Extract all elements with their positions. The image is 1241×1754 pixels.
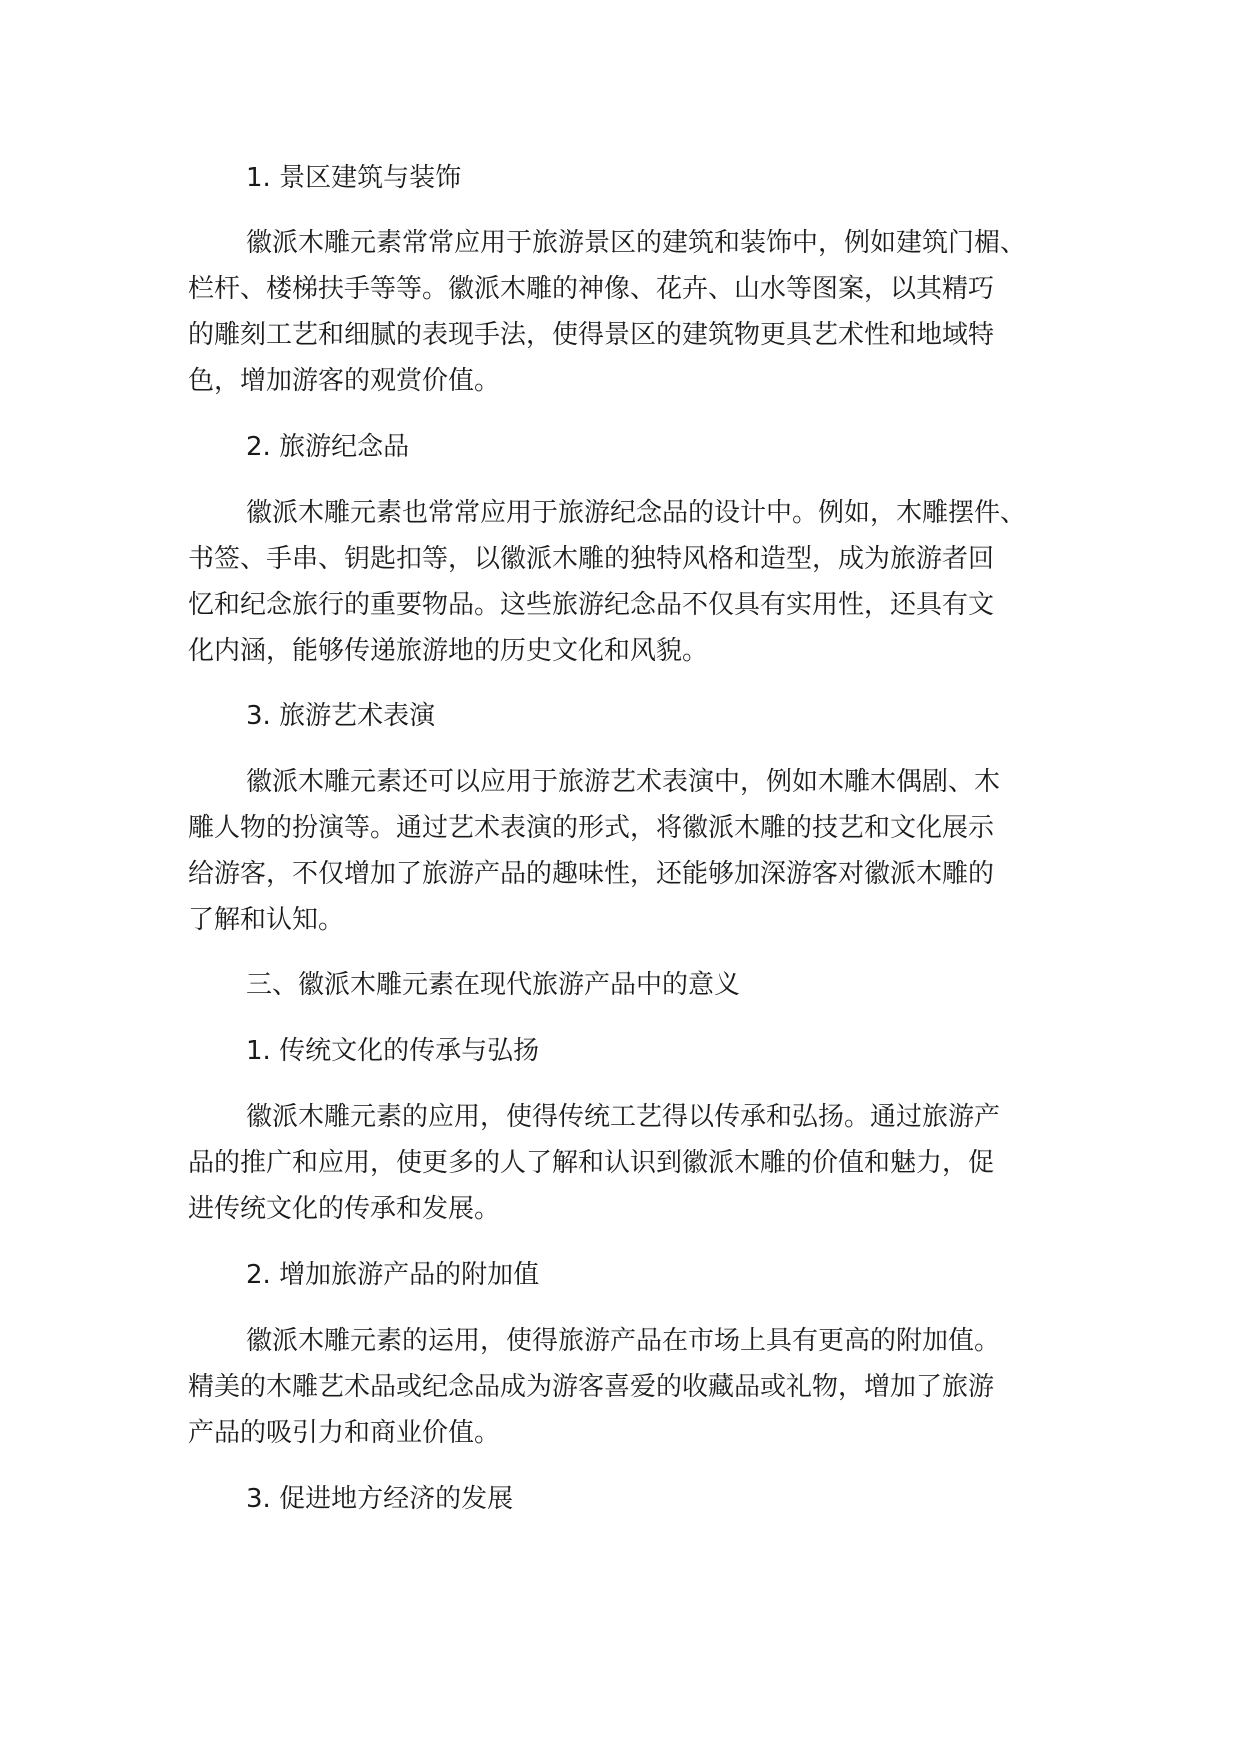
- paragraph-line: 的雕刻工艺和细腻的表现手法，使得景区的建筑物更具艺术性和地域特: [188, 320, 995, 350]
- heading-souvenirs: 2. 旅游纪念品: [246, 432, 410, 462]
- paragraph-line: 徽派木雕元素的运用，使得旅游产品在市场上具有更高的附加值。: [246, 1326, 1001, 1356]
- heading-performances: 3. 旅游艺术表演: [246, 701, 436, 731]
- paragraph-line: 进传统文化的传承和发展。: [188, 1194, 501, 1224]
- paragraph-line: 徽派木雕元素的应用，使得传统工艺得以传承和弘扬。通过旅游产: [246, 1102, 1001, 1132]
- heading-local-economy: 3. 促进地方经济的发展: [246, 1484, 514, 1514]
- heading-section-three: 三、徽派木雕元素在现代旅游产品中的意义: [246, 970, 741, 1000]
- heading-cultural-heritage: 1. 传统文化的传承与弘扬: [246, 1036, 540, 1066]
- paragraph-line: 产品的吸引力和商业价值。: [188, 1418, 501, 1448]
- paragraph-line: 色，增加游客的观赏价值。: [188, 366, 501, 396]
- heading-scenic-architecture: 1. 景区建筑与装饰: [246, 163, 462, 193]
- paragraph-line: 忆和纪念旅行的重要物品。这些旅游纪念品不仅具有实用性，还具有文: [188, 590, 995, 620]
- paragraph-line: 雕人物的扮演等。通过艺术表演的形式，将徽派木雕的技艺和文化展示: [188, 813, 995, 843]
- paragraph-line: 徽派木雕元素还可以应用于旅游艺术表演中，例如木雕木偶剧、木: [246, 767, 1001, 797]
- paragraph-line: 化内涵，能够传递旅游地的历史文化和风貌。: [188, 636, 709, 666]
- paragraph-line: 栏杆、楼梯扶手等等。徽派木雕的神像、花卉、山水等图案，以其精巧: [188, 274, 995, 304]
- paragraph-line: 徽派木雕元素也常常应用于旅游纪念品的设计中。例如，木雕摆件、: [246, 498, 1027, 528]
- paragraph-line: 了解和认知。: [188, 905, 345, 935]
- paragraph-line: 品的推广和应用，使更多的人了解和认识到徽派木雕的价值和魅力，促: [188, 1148, 995, 1178]
- paragraph-line: 书签、手串、钥匙扣等，以徽派木雕的独特风格和造型，成为旅游者回: [188, 544, 995, 574]
- paragraph-line: 精美的木雕艺术品或纪念品成为游客喜爱的收藏品或礼物，增加了旅游: [188, 1372, 995, 1402]
- heading-added-value: 2. 增加旅游产品的附加值: [246, 1260, 540, 1290]
- paragraph-line: 徽派木雕元素常常应用于旅游景区的建筑和装饰中，例如建筑门楣、: [246, 228, 1027, 258]
- paragraph-line: 给游客，不仅增加了旅游产品的趣味性，还能够加深游客对徽派木雕的: [188, 859, 995, 889]
